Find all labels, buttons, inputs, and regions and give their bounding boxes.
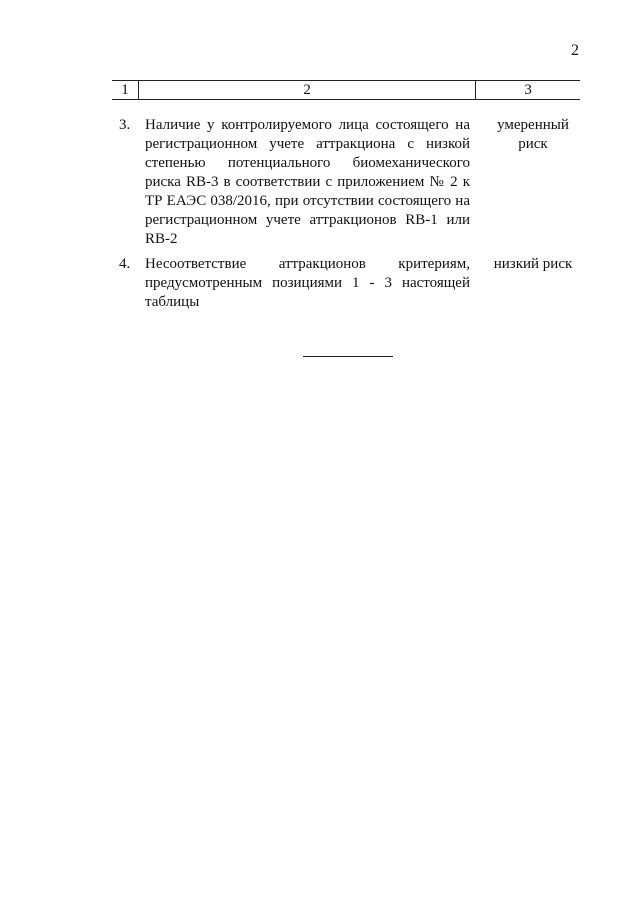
column-header-1: 1 [112, 81, 139, 99]
table-row [112, 255, 580, 315]
row-number: 3. [119, 117, 131, 133]
page-number: 2 [571, 42, 579, 59]
row-risk-category: низкий риск [493, 256, 573, 272]
table-header [112, 80, 580, 100]
row-number: 4. [119, 256, 131, 272]
table-row [112, 116, 580, 246]
column-header-3: 3 [524, 82, 532, 98]
end-divider-line [303, 356, 393, 357]
row-criterion-text: Несоответствие аттракционов критериям, предусмотренным позициями 1 - 3 настоящей таблицы [145, 256, 470, 310]
row-risk-category: умеренный риск [497, 117, 569, 152]
column-header-2: 2 [139, 81, 476, 99]
row-criterion-text: Наличие у контролируемого лица состоящего на регистрационном учете аттракциона с низкой степенью потенциального биомеханического риска RB-3 в соответствии с приложением № 2 к ТР ЕАЭС 038/2016, при отсутствии состоящего на регистрационном учете аттракционов RB-1 или RB-2 [145, 117, 470, 247]
